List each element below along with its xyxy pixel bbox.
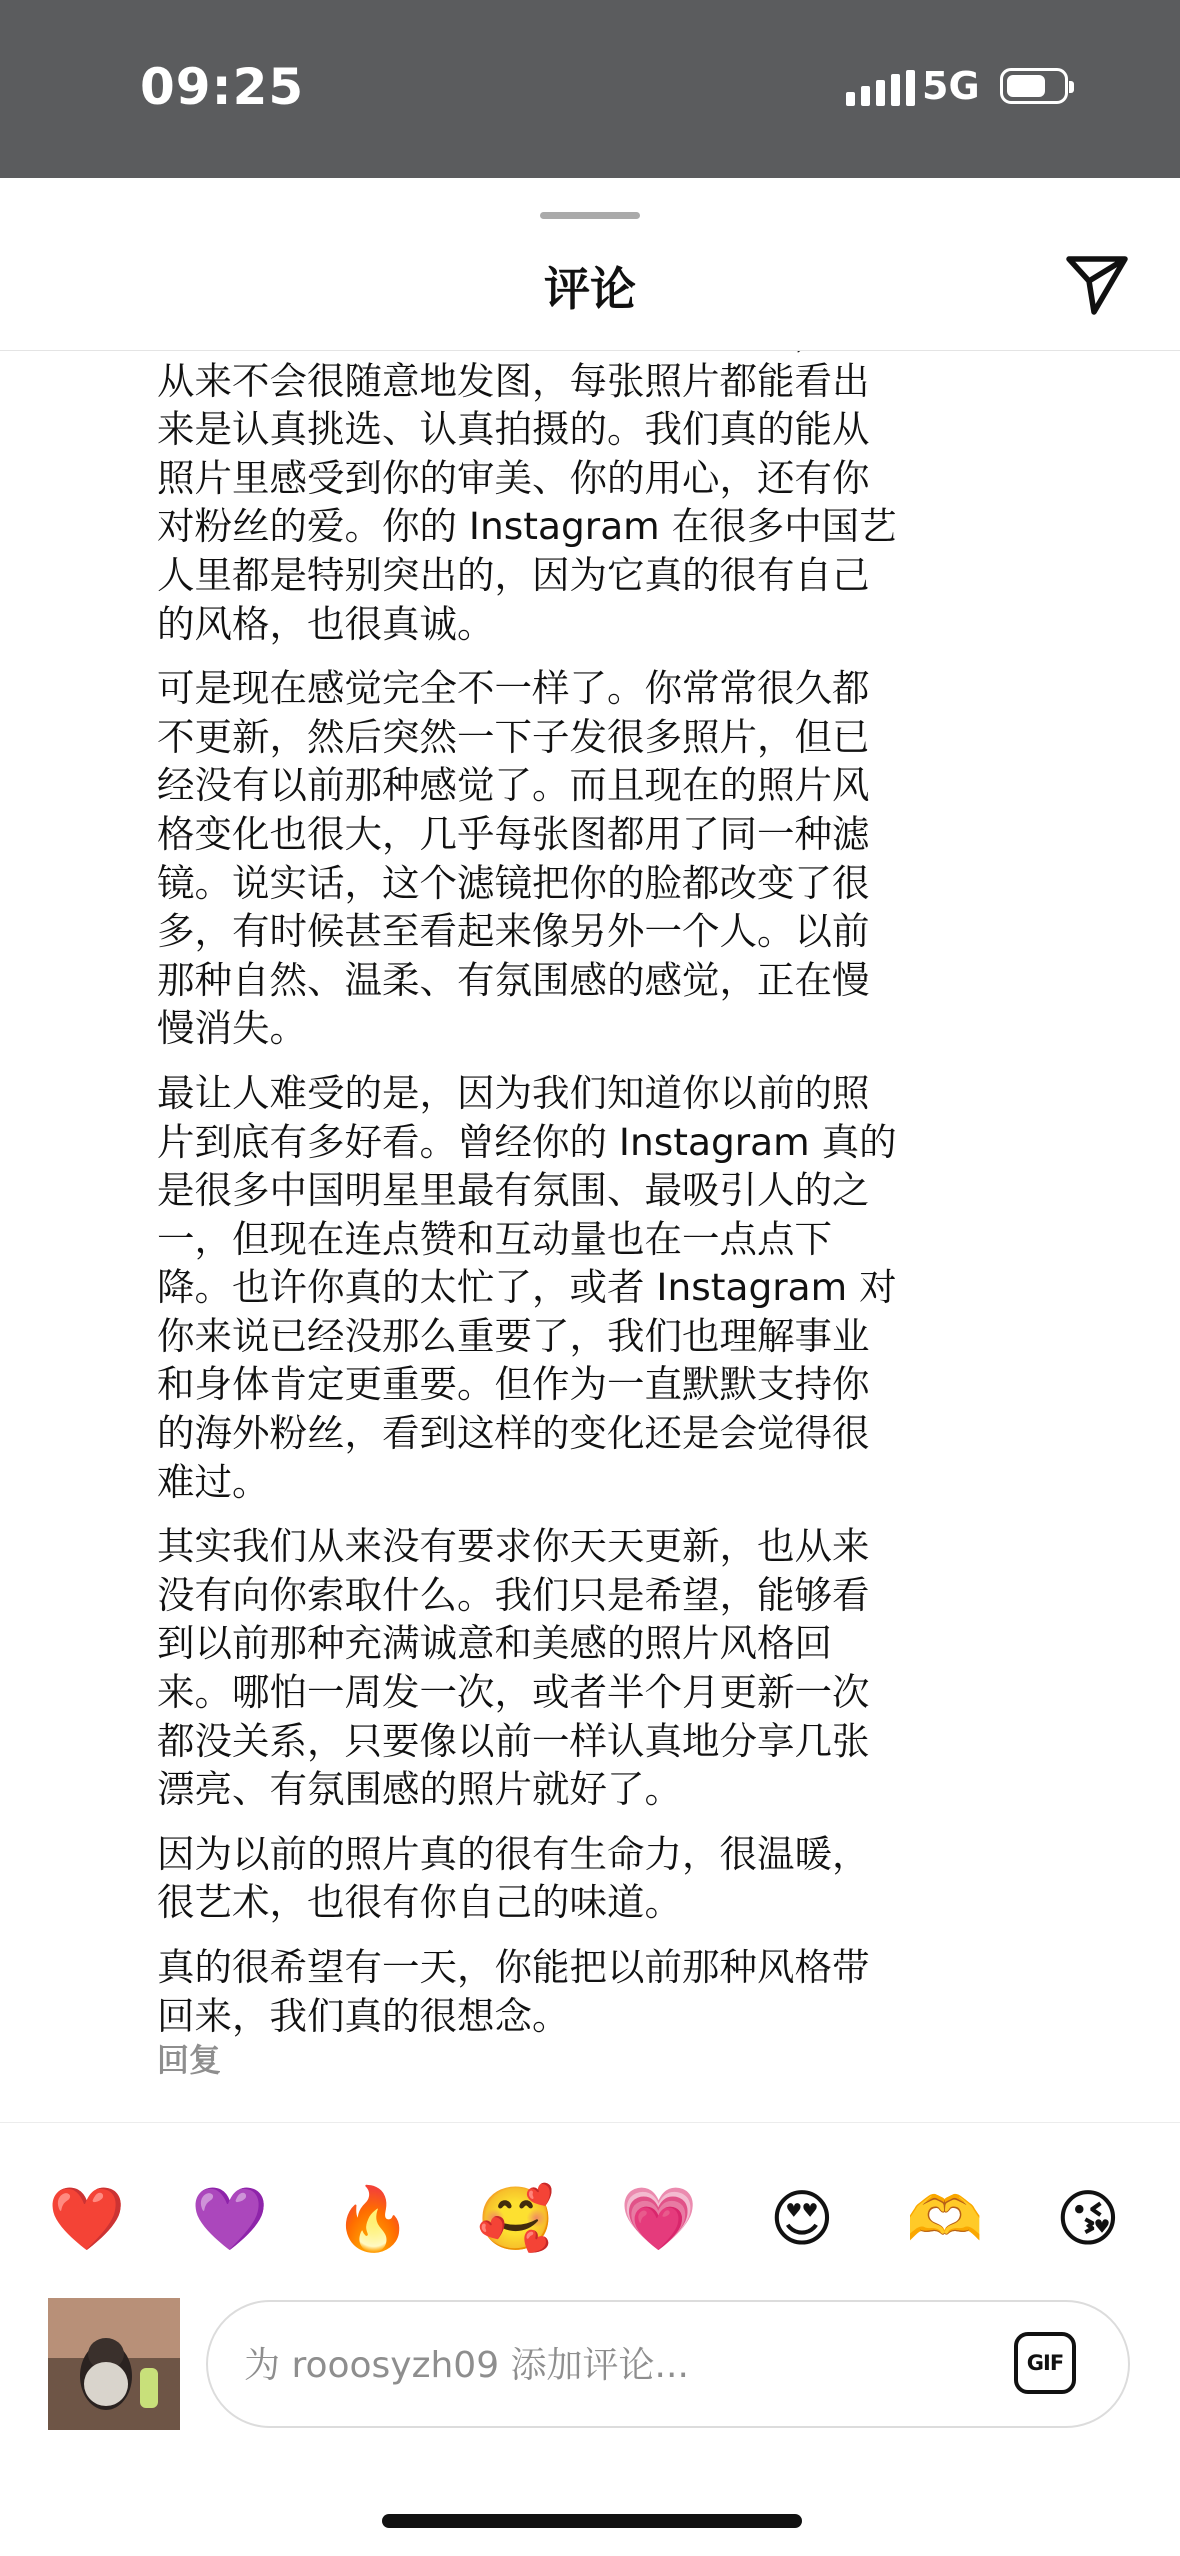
- comment-scroll-area[interactable]: [0, 350, 1180, 2300]
- emoji-quick-bar: [0, 2176, 1180, 2276]
- red-heart-emoji-button[interactable]: ❤️: [48, 2182, 126, 2255]
- growing-heart-emoji-button[interactable]: 💗: [620, 2182, 698, 2255]
- comments-sheet: [0, 178, 1180, 2556]
- comment-input[interactable]: [242, 2328, 986, 2402]
- kissing-face-emoji-button[interactable]: 😘: [1055, 2182, 1121, 2255]
- network-type: 5G: [922, 64, 980, 108]
- fire-emoji-button[interactable]: 🔥: [334, 2182, 412, 2255]
- comment-paragraph: 其实我们从来没有要求你天天更新，也从来 没有向你索取什么。我们只是希望，能够看 到以前那种充满诚意和美感的照片风格回 来。哪怕一周发一次，或者半个月更新一次 都没关系，只要像以前一样认真地分享几张 漂亮、有氛围感的照片就好了。: [157, 1524, 870, 1812]
- smiling-face-with-hearts-emoji-button[interactable]: 🥰: [477, 2182, 555, 2255]
- battery-icon: [1000, 68, 1068, 104]
- status-bar: [0, 0, 1180, 180]
- comment-composer: [206, 2300, 1130, 2428]
- comment-text: [157, 308, 987, 2056]
- status-time: 09:25: [140, 58, 305, 116]
- comment-paragraph: 因为以前的照片真的很有生命力，很温暖， 很艺术，也很有你自己的味道。: [157, 1831, 870, 1925]
- sheet-title: 评论: [544, 262, 636, 316]
- purple-heart-emoji-button[interactable]: 💜: [191, 2182, 269, 2255]
- cellular-signal-icon: [846, 70, 915, 106]
- drag-handle[interactable]: [540, 212, 640, 219]
- comment-paragraph: 可是现在感觉完全不一样了。你常常很久都 不更新，然后突然一下子发很多照片，但已 经没有以前那种感觉了。而且现在的照片风 格变化也很大，几乎每张图都用了同一种滤 镜。说实话，这个滤镜把你的脸都改变了很 多，有时候甚至看起来像另外一个人。以前 那种自然、温柔、有氛围感的感觉，正在慢 慢消失。: [157, 666, 870, 1051]
- home-indicator: [382, 2514, 802, 2528]
- comment-paragraph: 最让人难受的是，因为我们知道你以前的照 片到底有多好看。曾经你的 Instagram 真的 是很多中国明星里最有氛围、最吸引人的之 一，但现在连点赞和互动量也在一点点下 降。也许你真的太忙了，或者 Instagram 对 你来说已经没那么重要了，我们也理解事业 和身体肯定更重要。但作为一直默默支持你 的海外粉丝，看到这样的变化还是会觉得很 难过。: [157, 1070, 897, 1504]
- comment-paragraph: 真的很希望有一天，你能把以前那种风格带 回来，我们真的很想念。: [157, 1945, 870, 2038]
- reply-button[interactable]: 回复: [157, 2041, 222, 2079]
- divider: [0, 2122, 1180, 2123]
- paper-plane-icon[interactable]: [1064, 254, 1130, 316]
- battery-level: [1007, 75, 1045, 97]
- sheet-header: [0, 178, 1180, 351]
- heart-hands-emoji-button[interactable]: 🫶: [906, 2182, 984, 2255]
- heart-eyes-emoji-button[interactable]: 😍: [769, 2182, 835, 2255]
- avatar[interactable]: [48, 2298, 180, 2430]
- gif-button[interactable]: GIF: [1014, 2332, 1076, 2394]
- comment-paragraph: 从来不会很随意地发图，每张照片都能看出 来是认真挑选、认真拍摄的。我们真的能从 照片里感受到你的审美、你的用心，还有你 对粉丝的爱。你的 Instagram 在很多中国艺 人里都是特别突出的，因为它真的很有自己 的风格，也很真诚。: [157, 358, 897, 646]
